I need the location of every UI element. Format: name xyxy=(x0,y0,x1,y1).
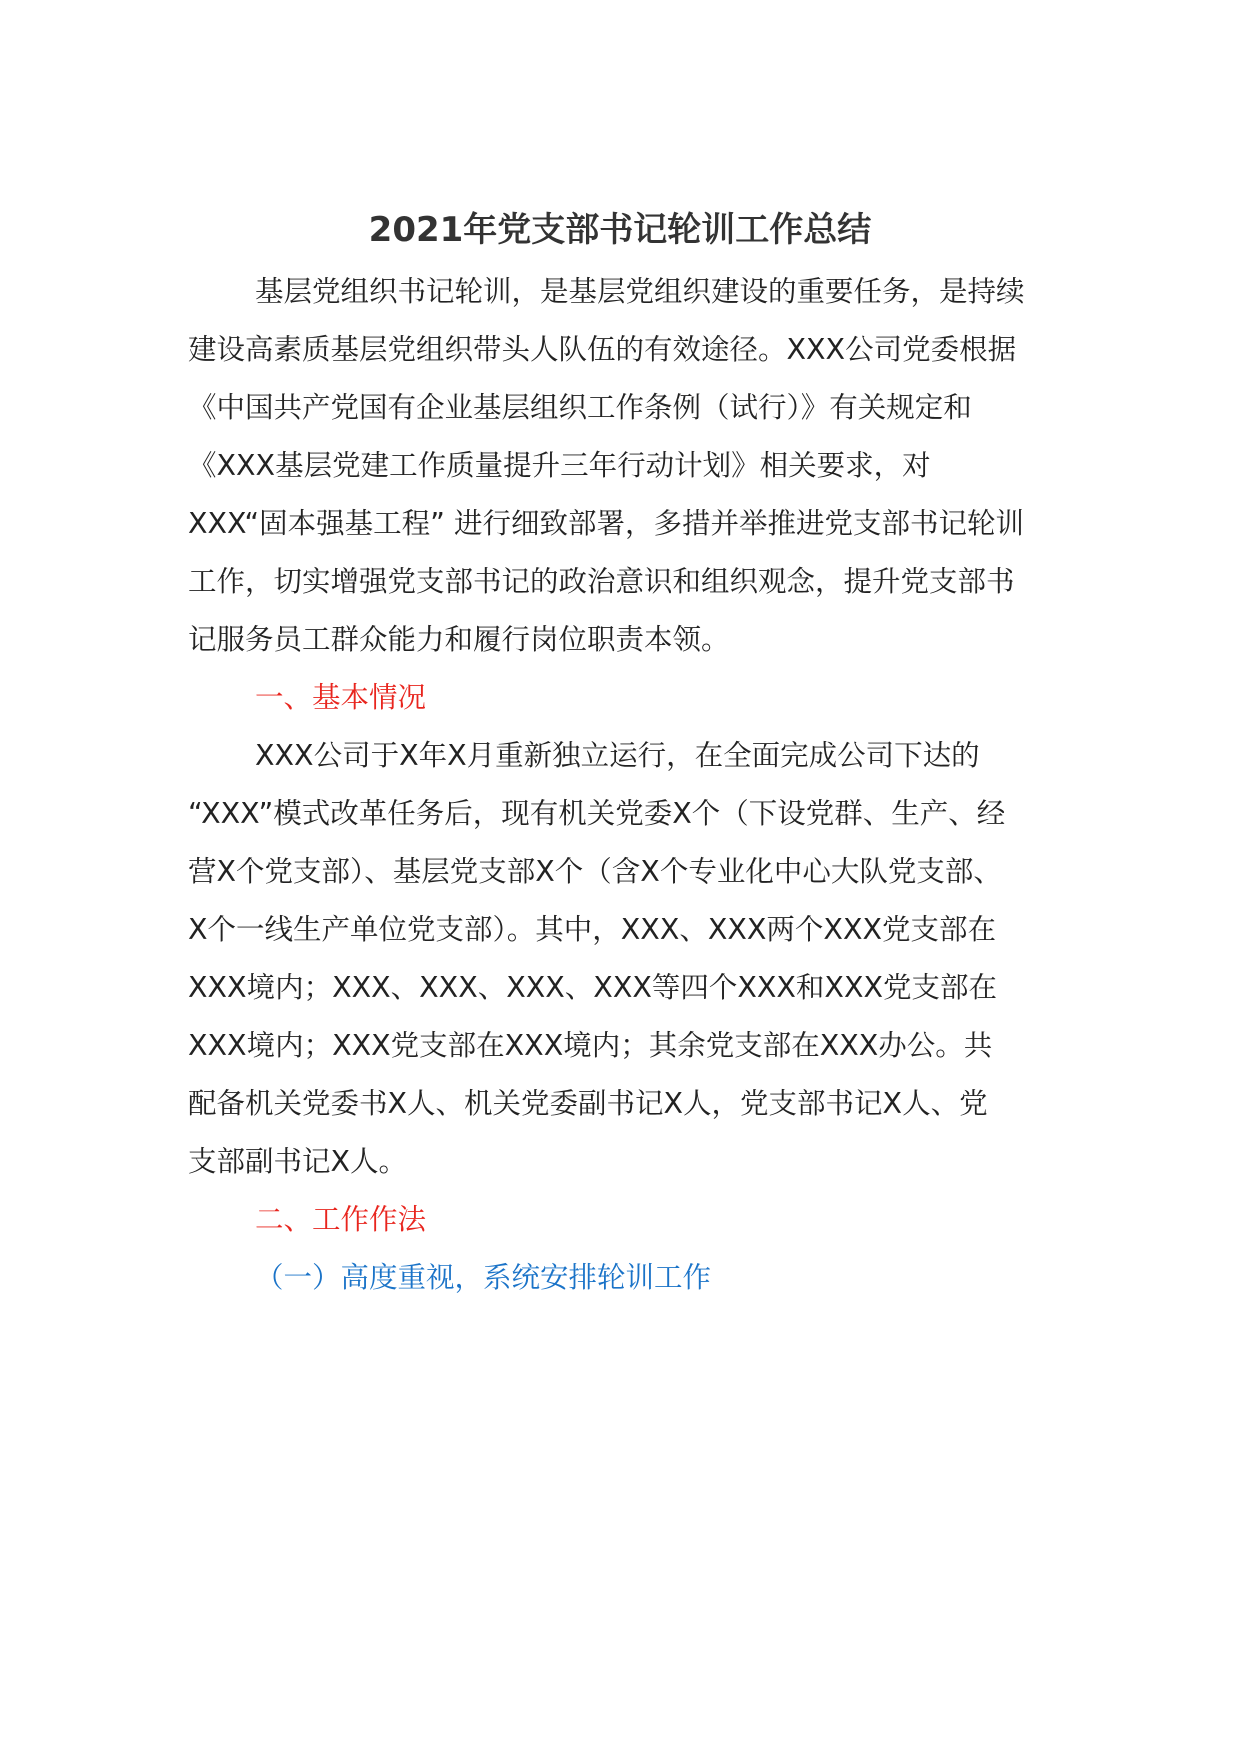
section-heading-work-methods: 二、工作作法 xyxy=(255,1203,427,1236)
section1-line-6: XXX境内；XXX党支部在XXX境内；其余党支部在XXX办公。共 xyxy=(188,1029,993,1062)
subsection-heading-1: （一）高度重视，系统安排轮训工作 xyxy=(255,1261,712,1294)
section1-line-7: 配备机关党委书X人、机关党委副书记X人，党支部书记X人、党 xyxy=(188,1087,988,1120)
intro-line-5: XXX“固本强基工程” 进行细致部署，多措并举推进党支部书记轮训 xyxy=(188,507,1024,540)
section1-line-2: “XXX”模式改革任务后，现有机关党委X个（下设党群、生产、经 xyxy=(188,797,1006,830)
section1-line-3: 营X个党支部）、基层党支部X个（含X个专业化中心大队党支部、 xyxy=(188,855,1002,888)
intro-line-4: 《XXX基层党建工作质量提升三年行动计划》相关要求，对 xyxy=(188,449,931,482)
section1-line-4: X个一线生产单位党支部）。其中，XXX、XXX两个XXX党支部在 xyxy=(188,913,996,946)
intro-line-1: 基层党组织书记轮训，是基层党组织建设的重要任务，是持续 xyxy=(255,275,1025,308)
document-title: 2021年党支部书记轮训工作总结 xyxy=(368,210,872,250)
intro-line-7: 记服务员工群众能力和履行岗位职责本领。 xyxy=(188,623,730,656)
intro-line-6: 工作，切实增强党支部书记的政治意识和组织观念，提升党支部书 xyxy=(188,565,1015,598)
section1-line-5: XXX境内；XXX、XXX、XXX、XXX等四个XXX和XXX党支部在 xyxy=(188,971,998,1004)
section-heading-basic-situation: 一、基本情况 xyxy=(255,681,427,714)
intro-line-2: 建设高素质基层党组织带头人队伍的有效途径。XXX公司党委根据 xyxy=(188,333,1017,366)
section1-line-1: XXX公司于X年X月重新独立运行，在全面完成公司下达的 xyxy=(255,739,980,772)
section1-line-8: 支部副书记X人。 xyxy=(188,1145,408,1178)
intro-line-3: 《中国共产党国有企业基层组织工作条例（试行）》有关规定和 xyxy=(188,391,972,424)
